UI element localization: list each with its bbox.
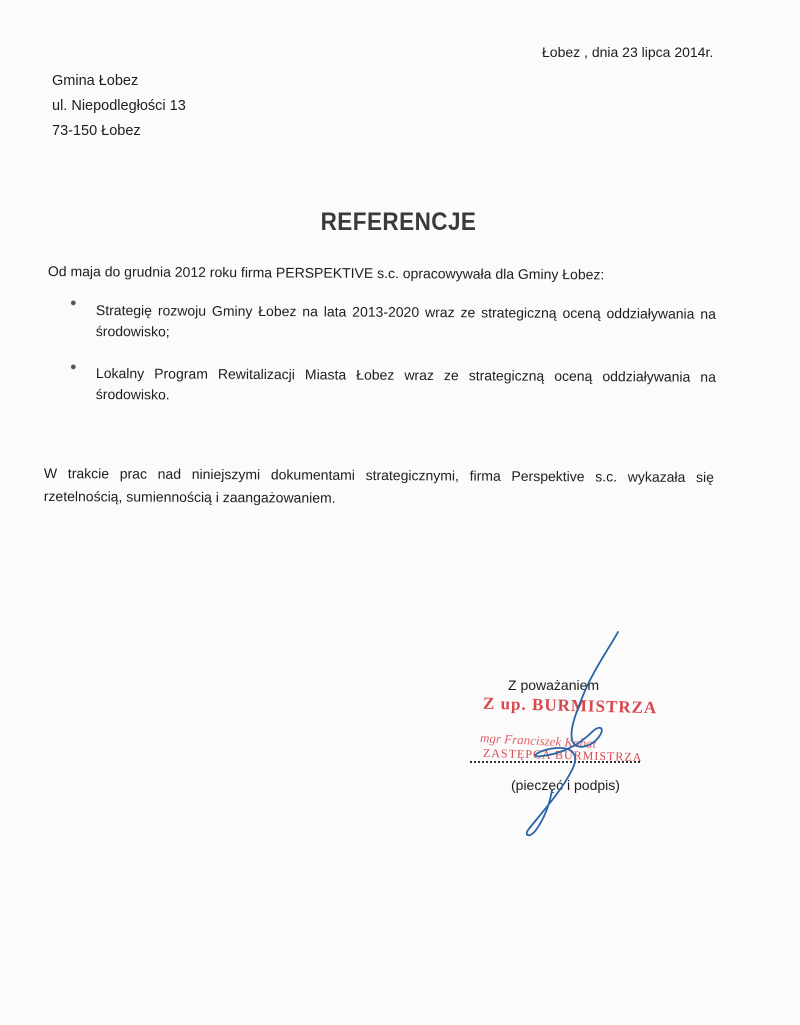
list-item: Lokalny Program Rewitalizacji Miasta Łobez wraz ze strategiczną oceną oddziaływania na środowisko. xyxy=(95,364,716,403)
date-line: Łobez , dnia 23 lipca 2014r. xyxy=(542,44,714,60)
handwritten-signature xyxy=(480,620,650,850)
bullet-icon: ● xyxy=(70,297,77,309)
signature-stroke xyxy=(527,632,618,835)
recipient-city: 73-150 Łobez xyxy=(52,123,141,139)
stamp-authorization: Z up. BURMISTRZA xyxy=(482,693,658,718)
stamp-name: mgr Franciszek Kobat xyxy=(479,729,597,752)
stamp-role: ZASTĘPCA BURMISTRZA xyxy=(482,745,643,765)
closing-text: Z poważaniem xyxy=(508,677,600,693)
list-item: Strategię rozwoju Gminy Łobez na lata 2013-2020 wraz ze strategiczną oceną oddziaływania na środowisko; xyxy=(95,301,716,340)
recipient-street: ul. Niepodległości 13 xyxy=(52,98,186,114)
recipient-name: Gmina Łobez xyxy=(52,73,139,89)
document-title: REFERENCJE xyxy=(320,208,477,236)
signature-caption: (pieczęć i podpis) xyxy=(511,777,620,793)
body-paragraph: W trakcie prac nad niniejszymi dokumentami strategicznymi, firma Perspektive s.c. wykazała się rzetelnością, sumiennością i zaangażowaniem. xyxy=(43,464,714,506)
bullet-icon: ● xyxy=(70,361,77,373)
intro-text: Od maja do grudnia 2012 roku firma PERSPEKTIVE s.c. opracowywała dla Gminy Łobez: xyxy=(47,263,605,283)
